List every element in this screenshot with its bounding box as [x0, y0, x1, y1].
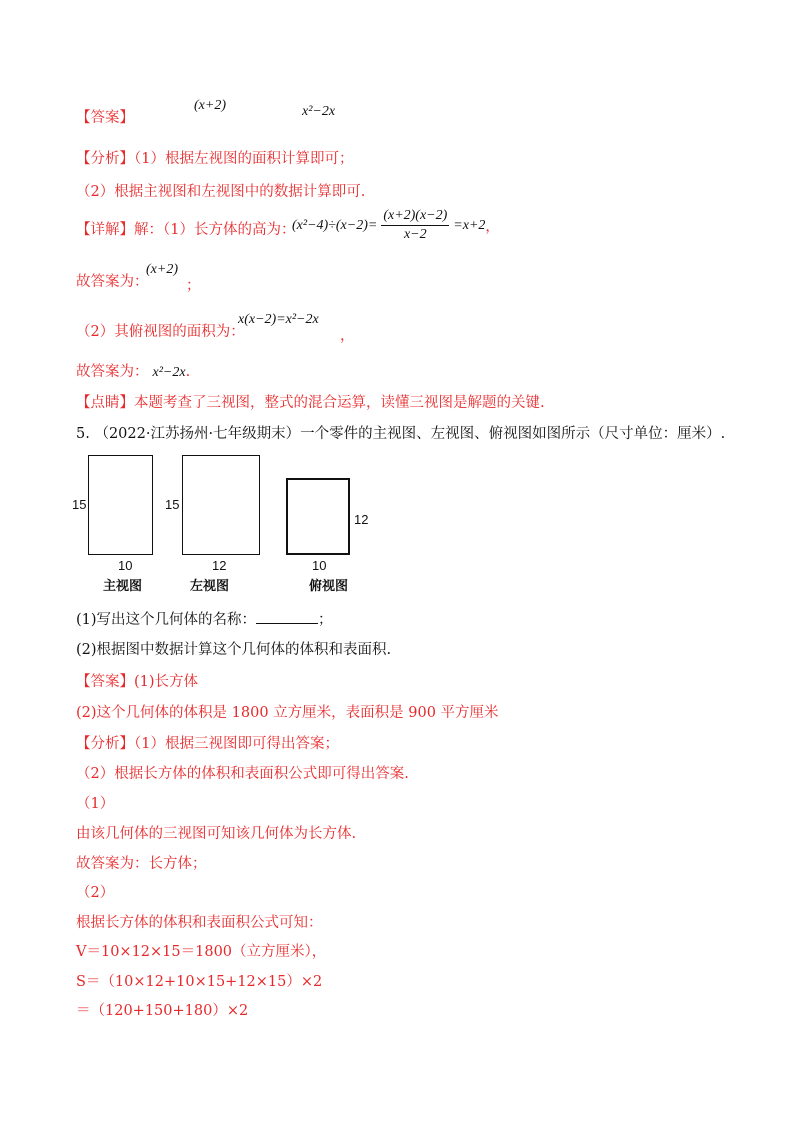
front-view-rect	[88, 455, 153, 555]
answer-expr-1: (x+2)	[194, 98, 226, 113]
q5-sol-1-ans: 故答案为：长方体；	[76, 856, 207, 872]
analysis-text-1: （1）根据左视图的面积计算即可；	[134, 151, 354, 167]
detail-intro: 解：（1）长方体的高为：	[134, 222, 296, 238]
top-view-rect	[286, 478, 350, 555]
q5-answer-tag: 【答案】	[76, 674, 134, 690]
q5-sol-2-head: （2）	[76, 885, 115, 901]
comment-text: 本题考查了三视图，整式的混合运算，读懂三视图是解题的关键.	[134, 395, 545, 411]
part2-line: （2）其俯视图的面积为：	[76, 324, 245, 340]
so-answer-1-value: (x+2)	[146, 262, 178, 277]
part2-end: ，	[340, 328, 355, 344]
q5-answer-2: (2)这个几何体的体积是 1800 立方厘米，表面积是 900 平方厘米	[76, 705, 499, 721]
analysis-line-2: （2）根据主视图和左视图中的数据计算即可.	[76, 184, 366, 200]
so-answer-2	[76, 362, 190, 383]
part2-expr: x(x−2)=x²−2x	[238, 312, 319, 327]
q5-stem: （2022·江苏扬州·七年级期末）一个零件的主视图、左视图、俯视图如图所示（尺寸单位：厘米）.	[94, 426, 726, 442]
so-answer-2-label: 故答案为：	[76, 364, 149, 380]
q5-sub1-blank	[256, 609, 318, 624]
q5-answer-line-1	[76, 672, 198, 692]
so-answer-1-end: ；	[186, 278, 201, 294]
comment-tag: 【点睛】	[76, 395, 134, 411]
left-view-height-label: 15	[165, 497, 180, 512]
detail-expr-left: (x²−4)÷(x−2)=	[292, 217, 378, 233]
detail-fraction-denominator: x−2	[403, 227, 427, 242]
front-view-height-label: 15	[72, 497, 87, 512]
q5-sol-1-text: 由该几何体的三视图可知该几何体为长方体.	[76, 826, 357, 842]
q5-sub1-text: (1)写出这个几何体的名称：	[76, 612, 257, 628]
detail-expr-right: =x+2	[453, 217, 486, 233]
analysis-line-1	[76, 149, 353, 169]
so-answer-2-value: x²−2x	[152, 365, 186, 380]
detail-tag: 【详解】	[76, 222, 134, 238]
q5-answer-1: (1)长方体	[134, 674, 199, 690]
top-view-width-label: 10	[312, 558, 327, 573]
q5-sub1	[76, 609, 333, 630]
top-view-height-label: 12	[354, 512, 369, 527]
answer-expr-2: x²−2x	[302, 104, 336, 119]
detail-end: ，	[485, 219, 500, 235]
q5-number: 5.	[76, 426, 90, 442]
front-view-caption: 主视图	[103, 579, 143, 594]
comment-line	[76, 393, 545, 413]
q5-analysis-tag: 【分析】	[76, 736, 134, 752]
q5-sol-2-volume: V＝10×12×15＝1800（立方厘米），	[76, 944, 327, 960]
detail-equation	[292, 208, 499, 243]
q5-stem-line	[76, 424, 725, 444]
q5-sol-2-surface-step: ＝（120+150+180）×2	[76, 1003, 249, 1019]
q5-sol-2-text: 根据长方体的体积和表面积公式可知：	[76, 915, 323, 931]
q5-analysis-line-1	[76, 734, 339, 754]
q5-analysis-2: （2）根据长方体的体积和表面积公式即可得出答案.	[76, 766, 409, 782]
left-view-width-label: 12	[212, 558, 227, 573]
left-view-rect	[182, 455, 260, 555]
front-view-width-label: 10	[118, 558, 133, 573]
detail-fraction-numerator: (x+2)(x−2)	[381, 208, 449, 226]
analysis-tag: 【分析】	[76, 151, 134, 167]
q5-sub2: (2)根据图中数据计算这个几何体的体积和表面积.	[76, 642, 392, 658]
q5-sol-2-surface: S＝（10×12+10×15+12×15）×2	[76, 974, 323, 990]
answer-tag: 【答案】	[76, 110, 134, 126]
so-answer-2-end: .	[185, 364, 191, 380]
detail-fraction	[381, 208, 449, 243]
top-view-caption: 俯视图	[309, 579, 349, 594]
q5-analysis-1: （1）根据三视图即可得出答案；	[134, 736, 339, 752]
so-answer-1: 故答案为：	[76, 274, 149, 290]
q5-sol-1-head: （1）	[76, 796, 115, 812]
left-view-caption: 左视图	[190, 579, 230, 594]
q5-sub1-end: ；	[318, 612, 333, 628]
detail-line	[76, 220, 295, 240]
